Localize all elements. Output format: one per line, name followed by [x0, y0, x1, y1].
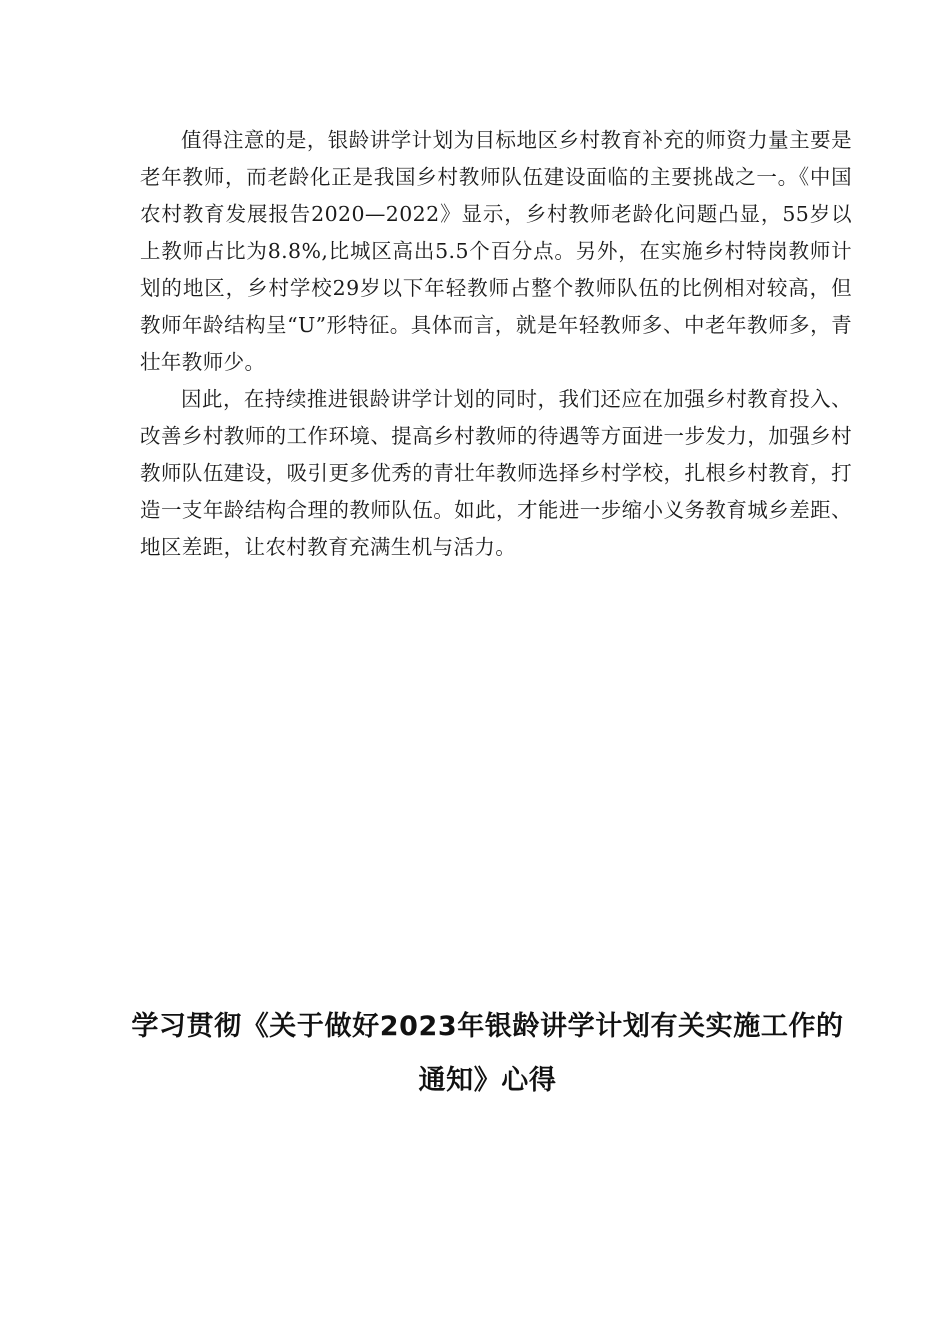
paragraph: 因此，在持续推进银龄讲学计划的同时，我们还应在加强乡村教育投入、改善乡村教师的工作环境、提高乡村教师的待遇等方面进一步发力，加强乡村教师队伍建设，吸引更多优秀的青壮年教师选择乡村学校，扎根乡村教育，打造一支年龄结构合理的教师队伍。如此，才能进一步缩小义务教育城乡差距、地区差距，让农村教育充满生机与活力。 [140, 387, 852, 559]
article-body [140, 122, 852, 566]
paragraph: 值得注意的是，银龄讲学计划为目标地区乡村教育补充的师资力量主要是老年教师，而老龄化正是我国乡村教师队伍建设面临的主要挑战之一。《中国农村教育发展报告2020—2022》显示，乡村教师老龄化问题凸显，55岁以上教师占比为8.8%,比城区高出5.5个百分点。另外，在实施乡村特岗教师计划的地区，乡村学校29岁以下年轻教师占整个教师队伍的比例相对较高，但教师年龄结构呈“U”形特征。具体而言，就是年轻教师多、中老年教师多，青壮年教师少。 [140, 128, 852, 374]
section-title: 学习贯彻《关于做好2023年银龄讲学计划有关实施工作的通知》心得 [131, 1011, 844, 1096]
